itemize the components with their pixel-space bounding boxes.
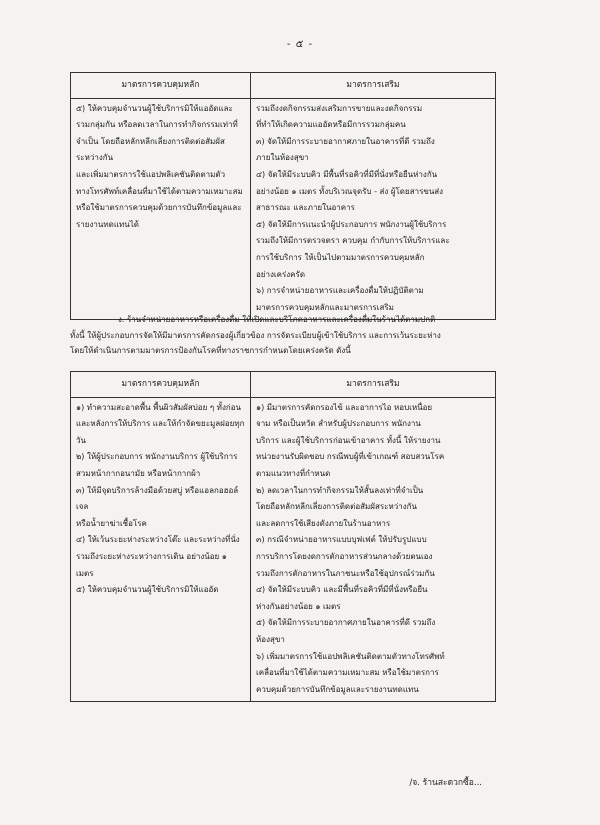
table1-extra-measures <box>251 98 496 320</box>
measures-table-2 <box>70 371 496 702</box>
table2-header-main: มาตรการควบคุมหลัก <box>71 372 251 398</box>
measures-table-1 <box>70 72 496 320</box>
table2-extra-text: ๑) มีมาตรการคัดกรองไข้ และอาการไอ หอบเหนื่อย จาม หรือเป็นหวัด สำหรับผู้ประกอบการ พนักงาน บริการ และผู้ใช้บริการก่อนเข้าอาคาร ทั้งนี้ ให้รายงาน หน่วยงานรับผิดชอบ กรณีพบผู้ที่เข้าเกณฑ์ สอบสวนโรค ตามแนวทางที่กำหนด ๒) ลดเวลาในการทำกิจกรรมให้สั้นลงเท่าที่จำเป็น โดยถือหลักหลีกเลี่ยงการติดต่อสัมผัสระหว่างกัน และลดการใช้เสียงดังภายในร้านอาหาร ๓) กรณีจำหน่ายอาหารแบบบุฟเฟต์ ให้ปรับรูปแบบ การบริการโดยงดการตักอาหารส่วนกลางด้วยตนเอง รวมถึงการตักอาหารในภาชนะหรือใช้อุปกรณ์ร่วมกัน ๔) จัดให้มีระบบคิว และมีพื้นที่รอคิวที่มีที่นั่งหรือยืน ห่างกันอย่างน้อย ๑ เมตร ๕) จัดให้มีการระบายอากาศภายในอาคารที่ดี รวมถึง ห้องสุขา ๖) เพิ่มมาตรการใช้แอปพลิเคชันติดตามตัวทางโทรศัพท์ เคลื่อนที่มาใช้ได้ตามความเหมาะสม หรือใช้มาตรการ ควบคุมด้วยการบันทึกข้อมูลและรายงานทดแทน <box>256 402 445 694</box>
table2-header-extra: มาตรการเสริม <box>251 372 496 398</box>
page-number: - ๕ - <box>286 39 314 50</box>
table1-extra-text: รวมถึงงดกิจกรรมส่งเสริมการขายและงดกิจกรรม ที่ทำให้เกิดความแออัดหรือมีการรวมกลุ่มคน ๓) จัดให้มีการระบายอากาศภายในอาคารที่ดี รวมถึง ภายในห้องสุขา ๔) จัดให้มีระบบคิว มีพื้นที่รอคิวที่มีที่นั่งหรือยืนห่างกัน อย่างน้อย ๑ เมตร ทั้งบริเวณจุดรับ - ส่ง ผู้โดยสารขนส่ง สาธารณะ และภายในอาคาร ๕) จัดให้มีการแนะนำผู้ประกอบการ พนักงานผู้ใช้บริการ รวมถึงให้มีการตรวจตรา ควบคุม กำกับการให้บริการและ การใช้บริการ ให้เป็นไปตามมาตรการควบคุมหลัก อย่างเคร่งครัด ๖) การจำหน่ายอาหารและเครื่องดื่มให้ปฏิบัติตาม มาตรการควบคุมหลักและมาตรการเสริม <box>256 103 450 312</box>
paragraph-line-1: ง. ร้านจำหน่ายอาหารหรือเครื่องดื่ม ให้เปิดและบริโภคอาหารและเครื่องดื่มในร้านได้ตามปกติ <box>118 315 436 324</box>
continuation-footer: /จ. ร้านสะดวกซื้อ... <box>409 778 482 788</box>
table2-main-text: ๑) ทำความสะอาดพื้น พื้นผิวสัมผัสบ่อย ๆ ทั้งก่อน และหลังการให้บริการ และให้กำจัดขยะมูลฝอยทุกวัน ๒) ให้ผู้ประกอบการ พนักงานบริการ ผู้ใช้บริการ สวมหน้ากากอนามัย หรือหน้ากากผ้า ๓) ให้มีจุดบริการล้างมือด้วยสบู่ หรือแอลกอฮอล์ เจล หรือน้ำยาฆ่าเชื้อโรค ๔) ให้เว้นระยะห่างระหว่างโต๊ะ และระหว่างที่นั่ง รวมถึงระยะห่างระหว่างการเดิน อย่างน้อย ๑ เมตร ๕) ให้ควบคุมจำนวนผู้ใช้บริการมิให้แออัด <box>76 402 245 595</box>
table1-header-main: มาตรการควบคุมหลัก <box>71 73 251 99</box>
table2-main-measures <box>71 397 251 702</box>
table1-header-extra: มาตรการเสริม <box>251 73 496 99</box>
table1-main-measures <box>71 98 251 320</box>
table1-main-text: ๕) ให้ควบคุมจำนวนผู้ใช้บริการมิให้แออัดและ รวมกลุ่มกัน หรือลดเวลาในการทำกิจกรรมเท่าที่ จำเป็น โดยถือหลักหลีกเลี่ยงการติดต่อสัมผัสระหว่างกัน และเพิ่มมาตรการใช้แอปพลิเคชันติดตามตัว ทางโทรศัพท์เคลื่อนที่มาใช้ได้ตามความเหมาะสม หรือใช้มาตรการควบคุมด้วยการบันทึกข้อมูลและ รายงานทดแทนได้ <box>76 103 243 229</box>
paragraph-line-2: ทั้งนี้ ให้ผู้ประกอบการจัดให้มีมาตรการคัดกรองผู้เกี่ยวข้อง การจัดระเบียบผู้เข้าใช้บริการ และการเว้นระยะห่าง <box>70 331 441 340</box>
paragraph-line-3: โดยให้ดำเนินการตามมาตรการป้องกันโรคที่ทางราชการกำหนดโดยเคร่งครัด ดังนี้ <box>70 346 351 355</box>
table2-extra-measures <box>251 397 496 702</box>
